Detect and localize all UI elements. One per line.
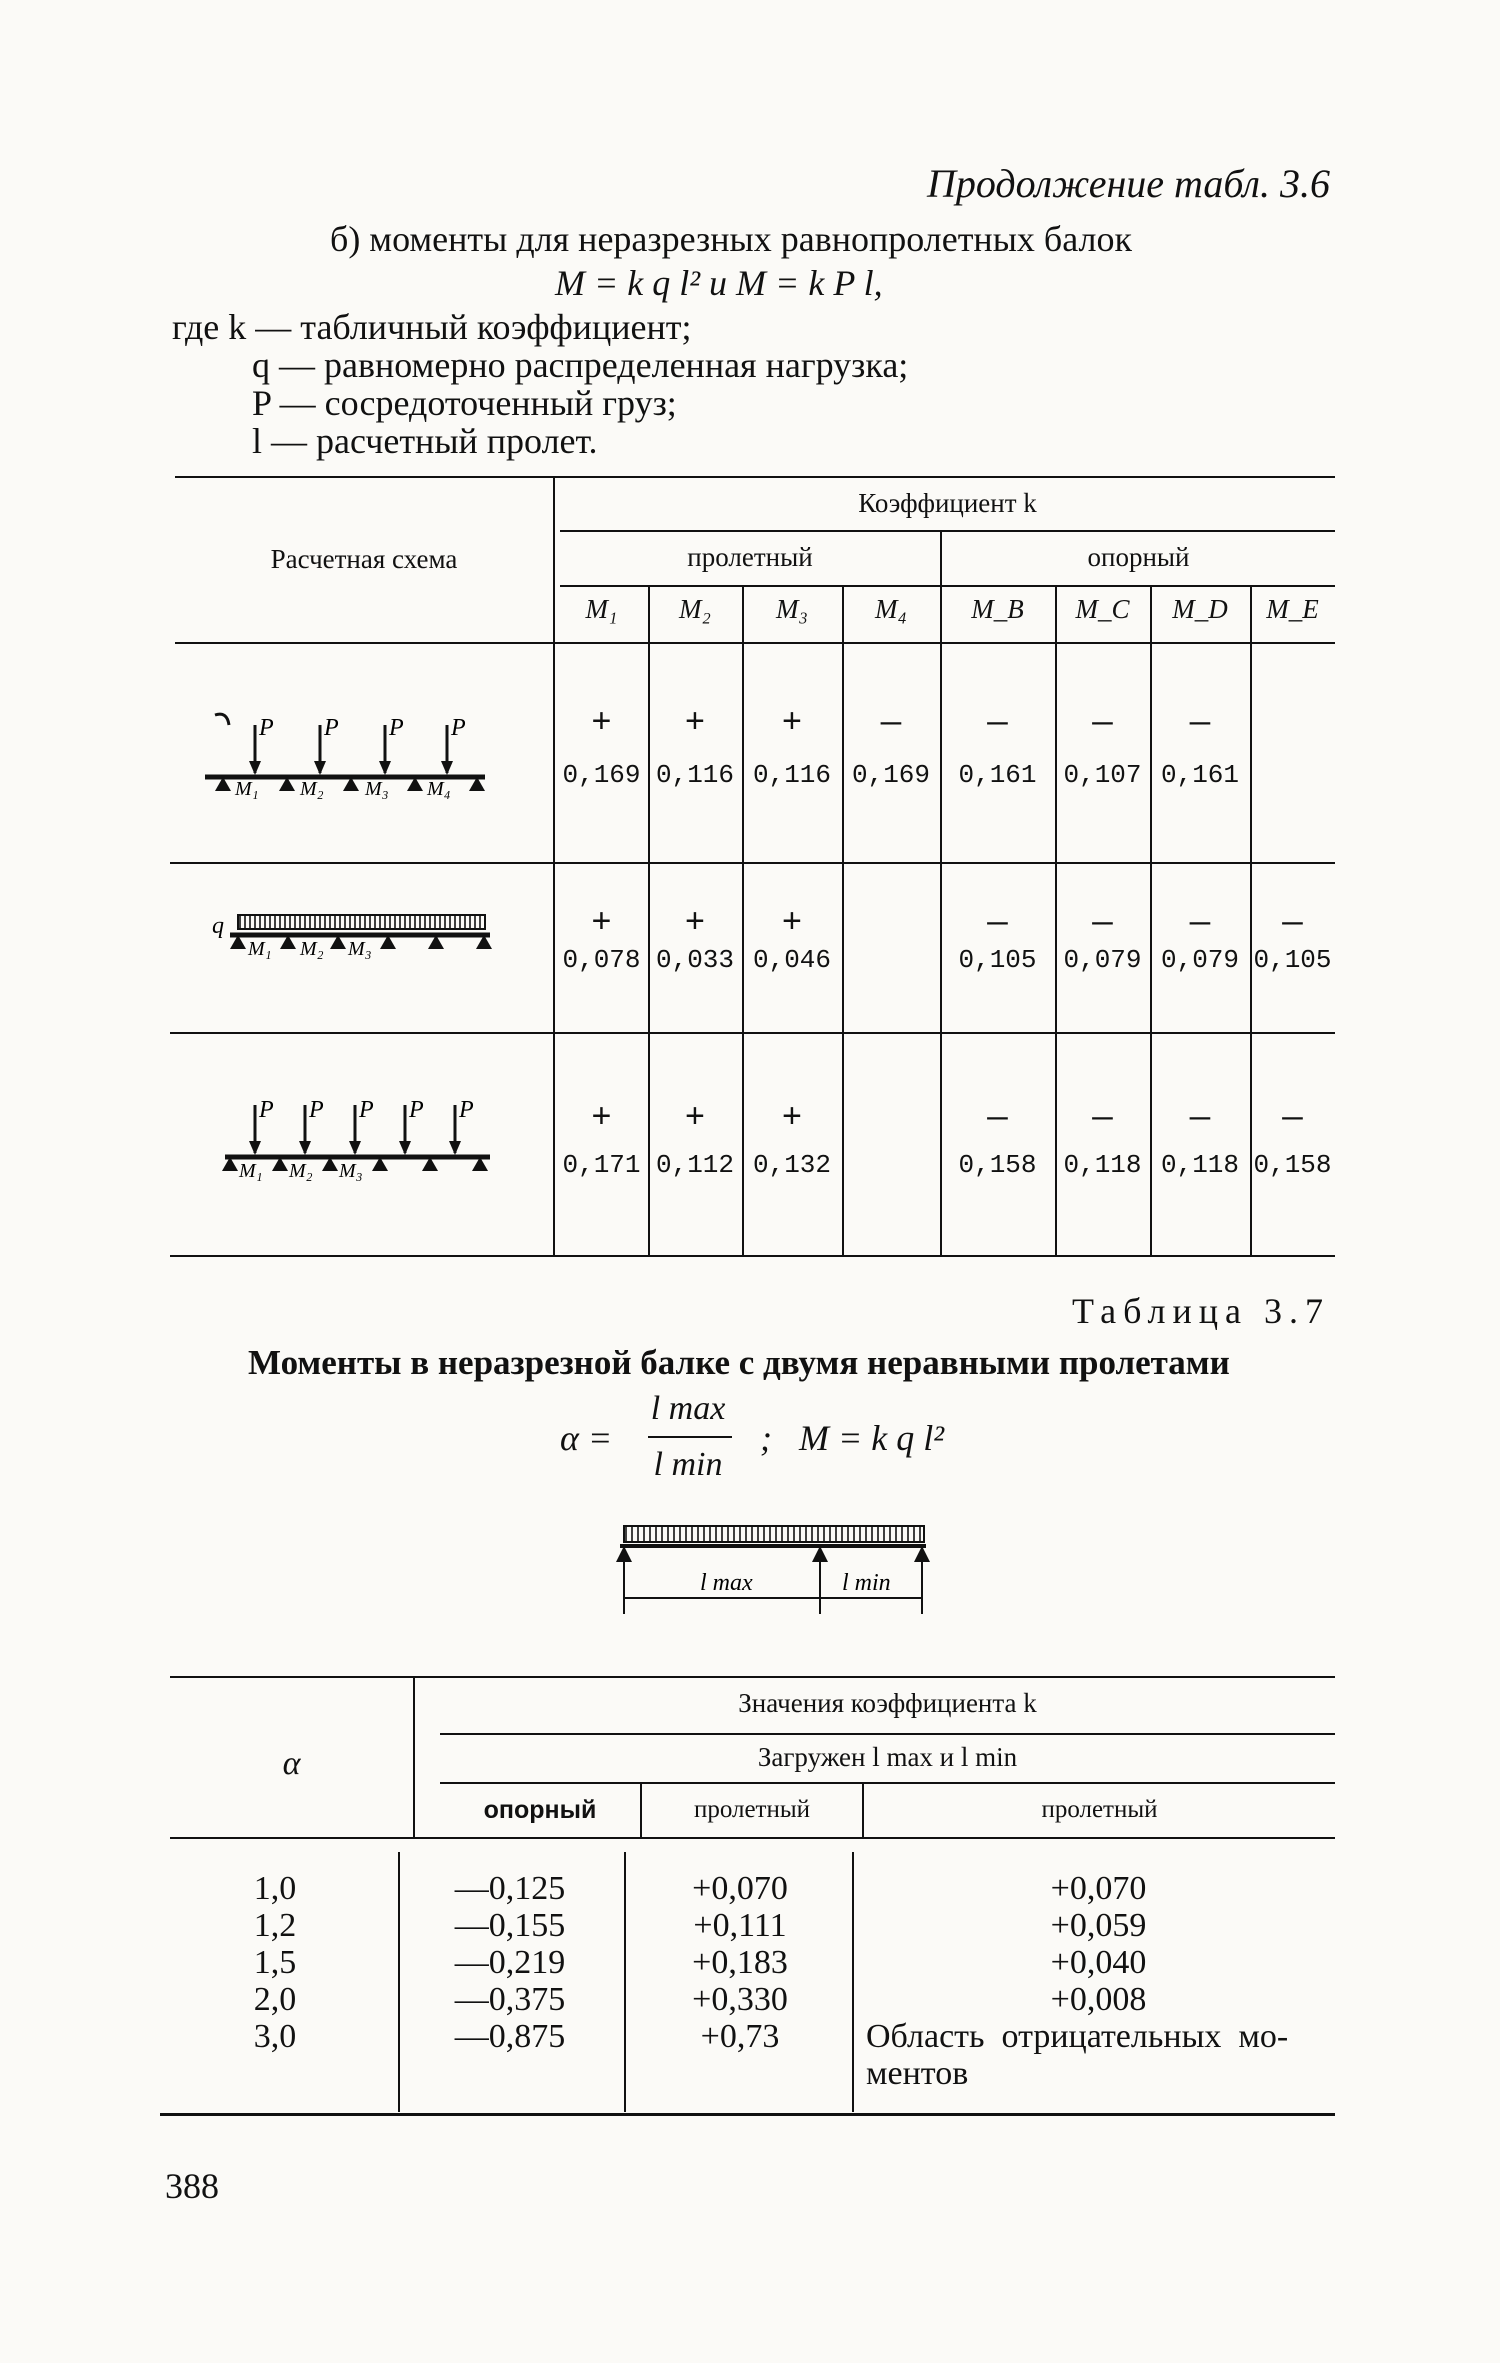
col-md: M_D xyxy=(1172,594,1228,624)
alpha-2: 1,2 xyxy=(253,1907,297,1944)
sign-r2-c6: — xyxy=(1092,905,1113,943)
legend-l: l — расчетный пролет. xyxy=(252,421,598,461)
section-subtitle: б) моменты для неразрезных равнопролетных балок xyxy=(330,219,1132,259)
sign-r3-c3: + xyxy=(781,1100,803,1138)
load-q: q xyxy=(212,913,224,939)
load-p-5: P xyxy=(459,1097,474,1123)
legend-q: q — равномерно распределенная нагрузка; xyxy=(252,345,909,385)
value-r3-c5: 0,158 xyxy=(958,1150,1037,1180)
value-r2-c6: 0,079 xyxy=(1063,945,1142,975)
coefficient-header: Коэффициент k xyxy=(858,488,1037,518)
formula-moment: ; M = k q l² xyxy=(760,1418,945,1458)
col-mb: M_B xyxy=(971,594,1024,624)
value-r2-c2: 0,033 xyxy=(655,945,734,975)
load-p-3: P xyxy=(389,715,404,741)
span-label-lmax: l max xyxy=(700,1570,753,1596)
sign-r2-c5: — xyxy=(987,905,1008,943)
span-label-m2: M₂ xyxy=(300,938,324,960)
support-5: —0,875 xyxy=(454,2018,566,2055)
legend-k: где k — табличный коэффициент; xyxy=(172,307,692,347)
support-4: —0,375 xyxy=(454,1981,566,2018)
table-3-7-label: Таблица 3.7 xyxy=(1072,1291,1330,1331)
value-r1-c5: 0,161 xyxy=(958,760,1037,790)
span2-3: +0,040 xyxy=(1050,1944,1147,1981)
support-1: —0,125 xyxy=(454,1870,566,1907)
value-r1-c3: 0,116 xyxy=(752,760,831,790)
alpha-4: 2,0 xyxy=(253,1981,297,2018)
span1-3: +0,183 xyxy=(692,1944,788,1981)
value-r2-c5: 0,105 xyxy=(958,945,1037,975)
load-p-4: P xyxy=(451,715,466,741)
value-r2-c7: 0,079 xyxy=(1160,945,1239,975)
span-label-m2: M₂ xyxy=(300,778,324,800)
value-r1-c1: 0,169 xyxy=(562,760,641,790)
moment-formula: M = k q l² и M = k P l, xyxy=(555,263,883,303)
col-support: опорный xyxy=(483,1796,597,1824)
value-r1-c6: 0,107 xyxy=(1063,760,1142,790)
continuation-label: Продолжение табл. 3.6 xyxy=(926,161,1330,206)
col-m2: M₂ xyxy=(679,594,711,624)
load-p-1: P xyxy=(259,715,274,741)
span1-4: +0,330 xyxy=(692,1981,788,2018)
col-span-2: пролетный xyxy=(1041,1796,1158,1823)
sign-r2-c8: — xyxy=(1282,905,1303,943)
span2-2: +0,059 xyxy=(1050,1907,1147,1944)
load-p-2: P xyxy=(309,1097,324,1123)
sign-r3-c2: + xyxy=(684,1100,706,1138)
table-3-7-title: Моменты в неразрезной балке с двумя неравными пролетами xyxy=(248,1343,1230,1382)
span1-2: +0,111 xyxy=(693,1907,787,1944)
span-label-m1: M₁ xyxy=(235,778,259,800)
alpha-3: 1,5 xyxy=(253,1944,297,1981)
value-r2-c3: 0,046 xyxy=(752,945,831,975)
col-m4: M₄ xyxy=(875,594,907,624)
support-3: —0,219 xyxy=(454,1944,566,1981)
value-r1-c2: 0,116 xyxy=(655,760,734,790)
span-header: пролетный xyxy=(687,542,813,572)
sign-r1-c2: + xyxy=(684,705,706,743)
span2-note-1: Область отрицательных мо- xyxy=(866,2018,1289,2055)
span-label-m1: M₁ xyxy=(248,938,272,960)
value-r1-c7: 0,161 xyxy=(1160,760,1239,790)
value-r3-c2: 0,112 xyxy=(655,1150,734,1180)
support-header: опорный xyxy=(1087,542,1190,572)
scheme-header: Расчетная схема xyxy=(270,544,458,574)
load-p-2: P xyxy=(324,715,339,741)
formula-alpha: α = xyxy=(560,1418,613,1458)
value-r1-c4: 0,169 xyxy=(851,760,930,790)
sign-r1-c5: — xyxy=(987,705,1008,743)
span2-note-2: ментов xyxy=(866,2055,969,2092)
beam-diagram-two-unequal-spans xyxy=(610,1520,930,1620)
value-r2-c1: 0,078 xyxy=(562,945,641,975)
span-label-m4: M₄ xyxy=(427,778,451,800)
col-m3: M₃ xyxy=(776,594,808,624)
sign-r2-c7: — xyxy=(1189,905,1211,943)
value-r3-c1: 0,171 xyxy=(562,1150,641,1180)
span-label-m3: M₃ xyxy=(365,778,389,800)
value-r2-c8: 0,105 xyxy=(1253,945,1332,975)
span1-5: +0,73 xyxy=(700,2018,780,2055)
legend-p: P — сосредоточенный груз; xyxy=(252,383,677,423)
sign-r3-c7: — xyxy=(1189,1100,1211,1138)
load-p-1: P xyxy=(259,1097,274,1123)
loaded-header: Загружен l max и l min xyxy=(757,1742,1018,1772)
col-span-1: пролетный xyxy=(693,1796,811,1823)
sign-r1-c4: — xyxy=(880,705,902,743)
span-label-m2: M₂ xyxy=(289,1160,313,1182)
span-label-m3: M₃ xyxy=(348,938,372,960)
span-label-m3: M₃ xyxy=(339,1160,363,1182)
span-label-lmin: l min xyxy=(842,1570,891,1596)
sign-r3-c5: — xyxy=(987,1100,1008,1138)
beam-diagram-point-loads-5span xyxy=(215,1095,505,1185)
value-r3-c6: 0,118 xyxy=(1063,1150,1142,1180)
support-2: —0,155 xyxy=(454,1907,566,1944)
sign-r1-c3: + xyxy=(781,705,803,743)
span2-1: +0,070 xyxy=(1050,1870,1147,1907)
alpha-5: 3,0 xyxy=(253,2018,297,2055)
beam-diagram-point-loads-4span xyxy=(205,705,495,800)
sign-r1-c6: — xyxy=(1092,705,1113,743)
sign-r1-c1: + xyxy=(591,705,612,743)
alpha-header: α xyxy=(282,1745,301,1782)
span-label-m1: M₁ xyxy=(239,1160,263,1182)
sign-r1-c7: — xyxy=(1189,705,1211,743)
span1-1: +0,070 xyxy=(692,1870,788,1907)
beam-diagram-uniform-load-5span xyxy=(210,905,495,975)
sign-r2-c1: + xyxy=(591,905,612,943)
formula-denominator: l min xyxy=(653,1446,723,1483)
load-p-4: P xyxy=(409,1097,424,1123)
load-p-3: P xyxy=(359,1097,374,1123)
span2-4: +0,008 xyxy=(1050,1981,1147,2018)
col-mc: M_C xyxy=(1075,594,1130,624)
sign-r3-c8: — xyxy=(1282,1100,1303,1138)
values-header: Значения коэффициента k xyxy=(738,1688,1037,1718)
col-me: M_E xyxy=(1266,594,1319,624)
page-number: 388 xyxy=(165,2166,219,2206)
sign-r3-c6: — xyxy=(1092,1100,1113,1138)
sign-r3-c1: + xyxy=(591,1100,612,1138)
formula-numerator: l max xyxy=(650,1390,726,1427)
value-r3-c7: 0,118 xyxy=(1160,1150,1239,1180)
value-r3-c3: 0,132 xyxy=(752,1150,831,1180)
sign-r2-c2: + xyxy=(684,905,706,943)
col-m1: M₁ xyxy=(585,594,618,624)
alpha-1: 1,0 xyxy=(253,1870,297,1907)
value-r3-c8: 0,158 xyxy=(1253,1150,1332,1180)
sign-r2-c3: + xyxy=(781,905,803,943)
